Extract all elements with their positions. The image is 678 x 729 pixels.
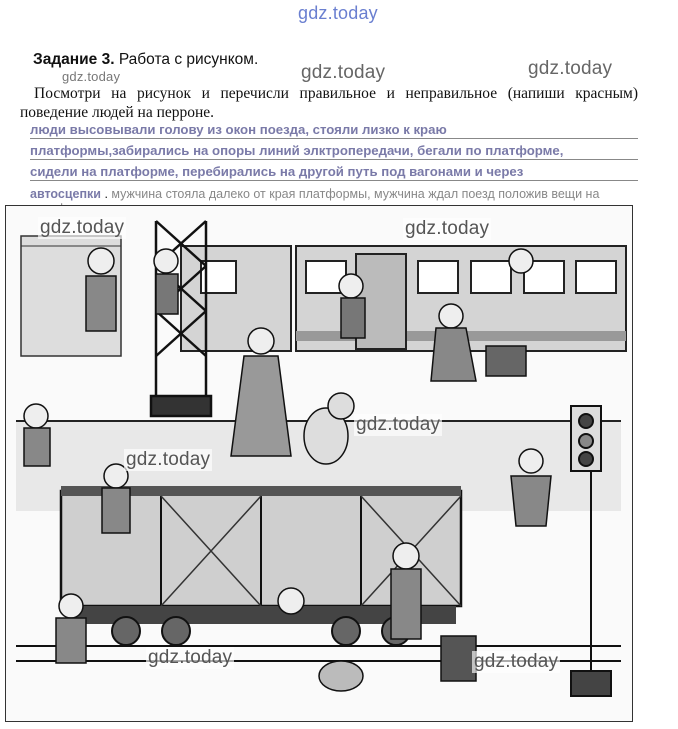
task-label: Задание 3. <box>33 51 115 68</box>
answer-incorrect-tail: автосцепки <box>30 187 101 201</box>
train-window <box>471 261 511 293</box>
wagon-wheel <box>332 617 360 645</box>
answer-line-2: платформы,забирались на опоры линий элктропередачи, бегали по платформе, <box>30 142 638 160</box>
watermark-pic-bottom-right: gdz.today <box>474 651 559 672</box>
answer-line-3: сидели на платформе, перебирались на другой путь под вагонами и через <box>30 163 638 181</box>
wagon-wheel <box>162 617 190 645</box>
watermark-pic-bottom-left: gdz.today <box>148 647 233 668</box>
watermark-pic-mid-center: gdz.today <box>356 414 441 435</box>
luggage <box>441 636 476 681</box>
passenger-train <box>181 246 626 351</box>
person-head <box>88 248 114 274</box>
train-window <box>418 261 458 293</box>
watermark-pic-top-right: gdz.today <box>405 218 490 239</box>
person-body <box>86 276 116 331</box>
watermark-text-center: gdz.today <box>301 62 386 83</box>
watermark-pic-top-left: gdz.today <box>40 217 125 238</box>
task-instruction: Посмотри на рисунок и перечисли правильное и неправильное (напиши красным) поведение людей на перроне. <box>20 85 638 121</box>
suitcase <box>486 346 526 376</box>
task-heading <box>33 51 258 69</box>
task-title: Работа с рисунком. <box>118 51 259 68</box>
illustration-drawing <box>6 206 631 720</box>
platform-illustration <box>5 205 633 722</box>
answer-line-1: люди высовывали голову из окон поезда, стояли лизко к краю <box>30 121 638 139</box>
watermark-top: gdz.today <box>298 3 378 23</box>
answer-correct-behaviour: мужчина стояла далеко от края платформы, мужчина ждал поезд положив вещи на <box>111 187 600 201</box>
watermark-pic-mid-left: gdz.today <box>126 449 211 470</box>
watermark-text-right: gdz.today <box>528 58 613 79</box>
watermark-text-small: gdz.today <box>62 69 121 84</box>
train-window <box>576 261 616 293</box>
bag-on-ground <box>319 661 363 691</box>
answer-separator: . <box>100 187 112 201</box>
wagon-wheel <box>112 617 140 645</box>
